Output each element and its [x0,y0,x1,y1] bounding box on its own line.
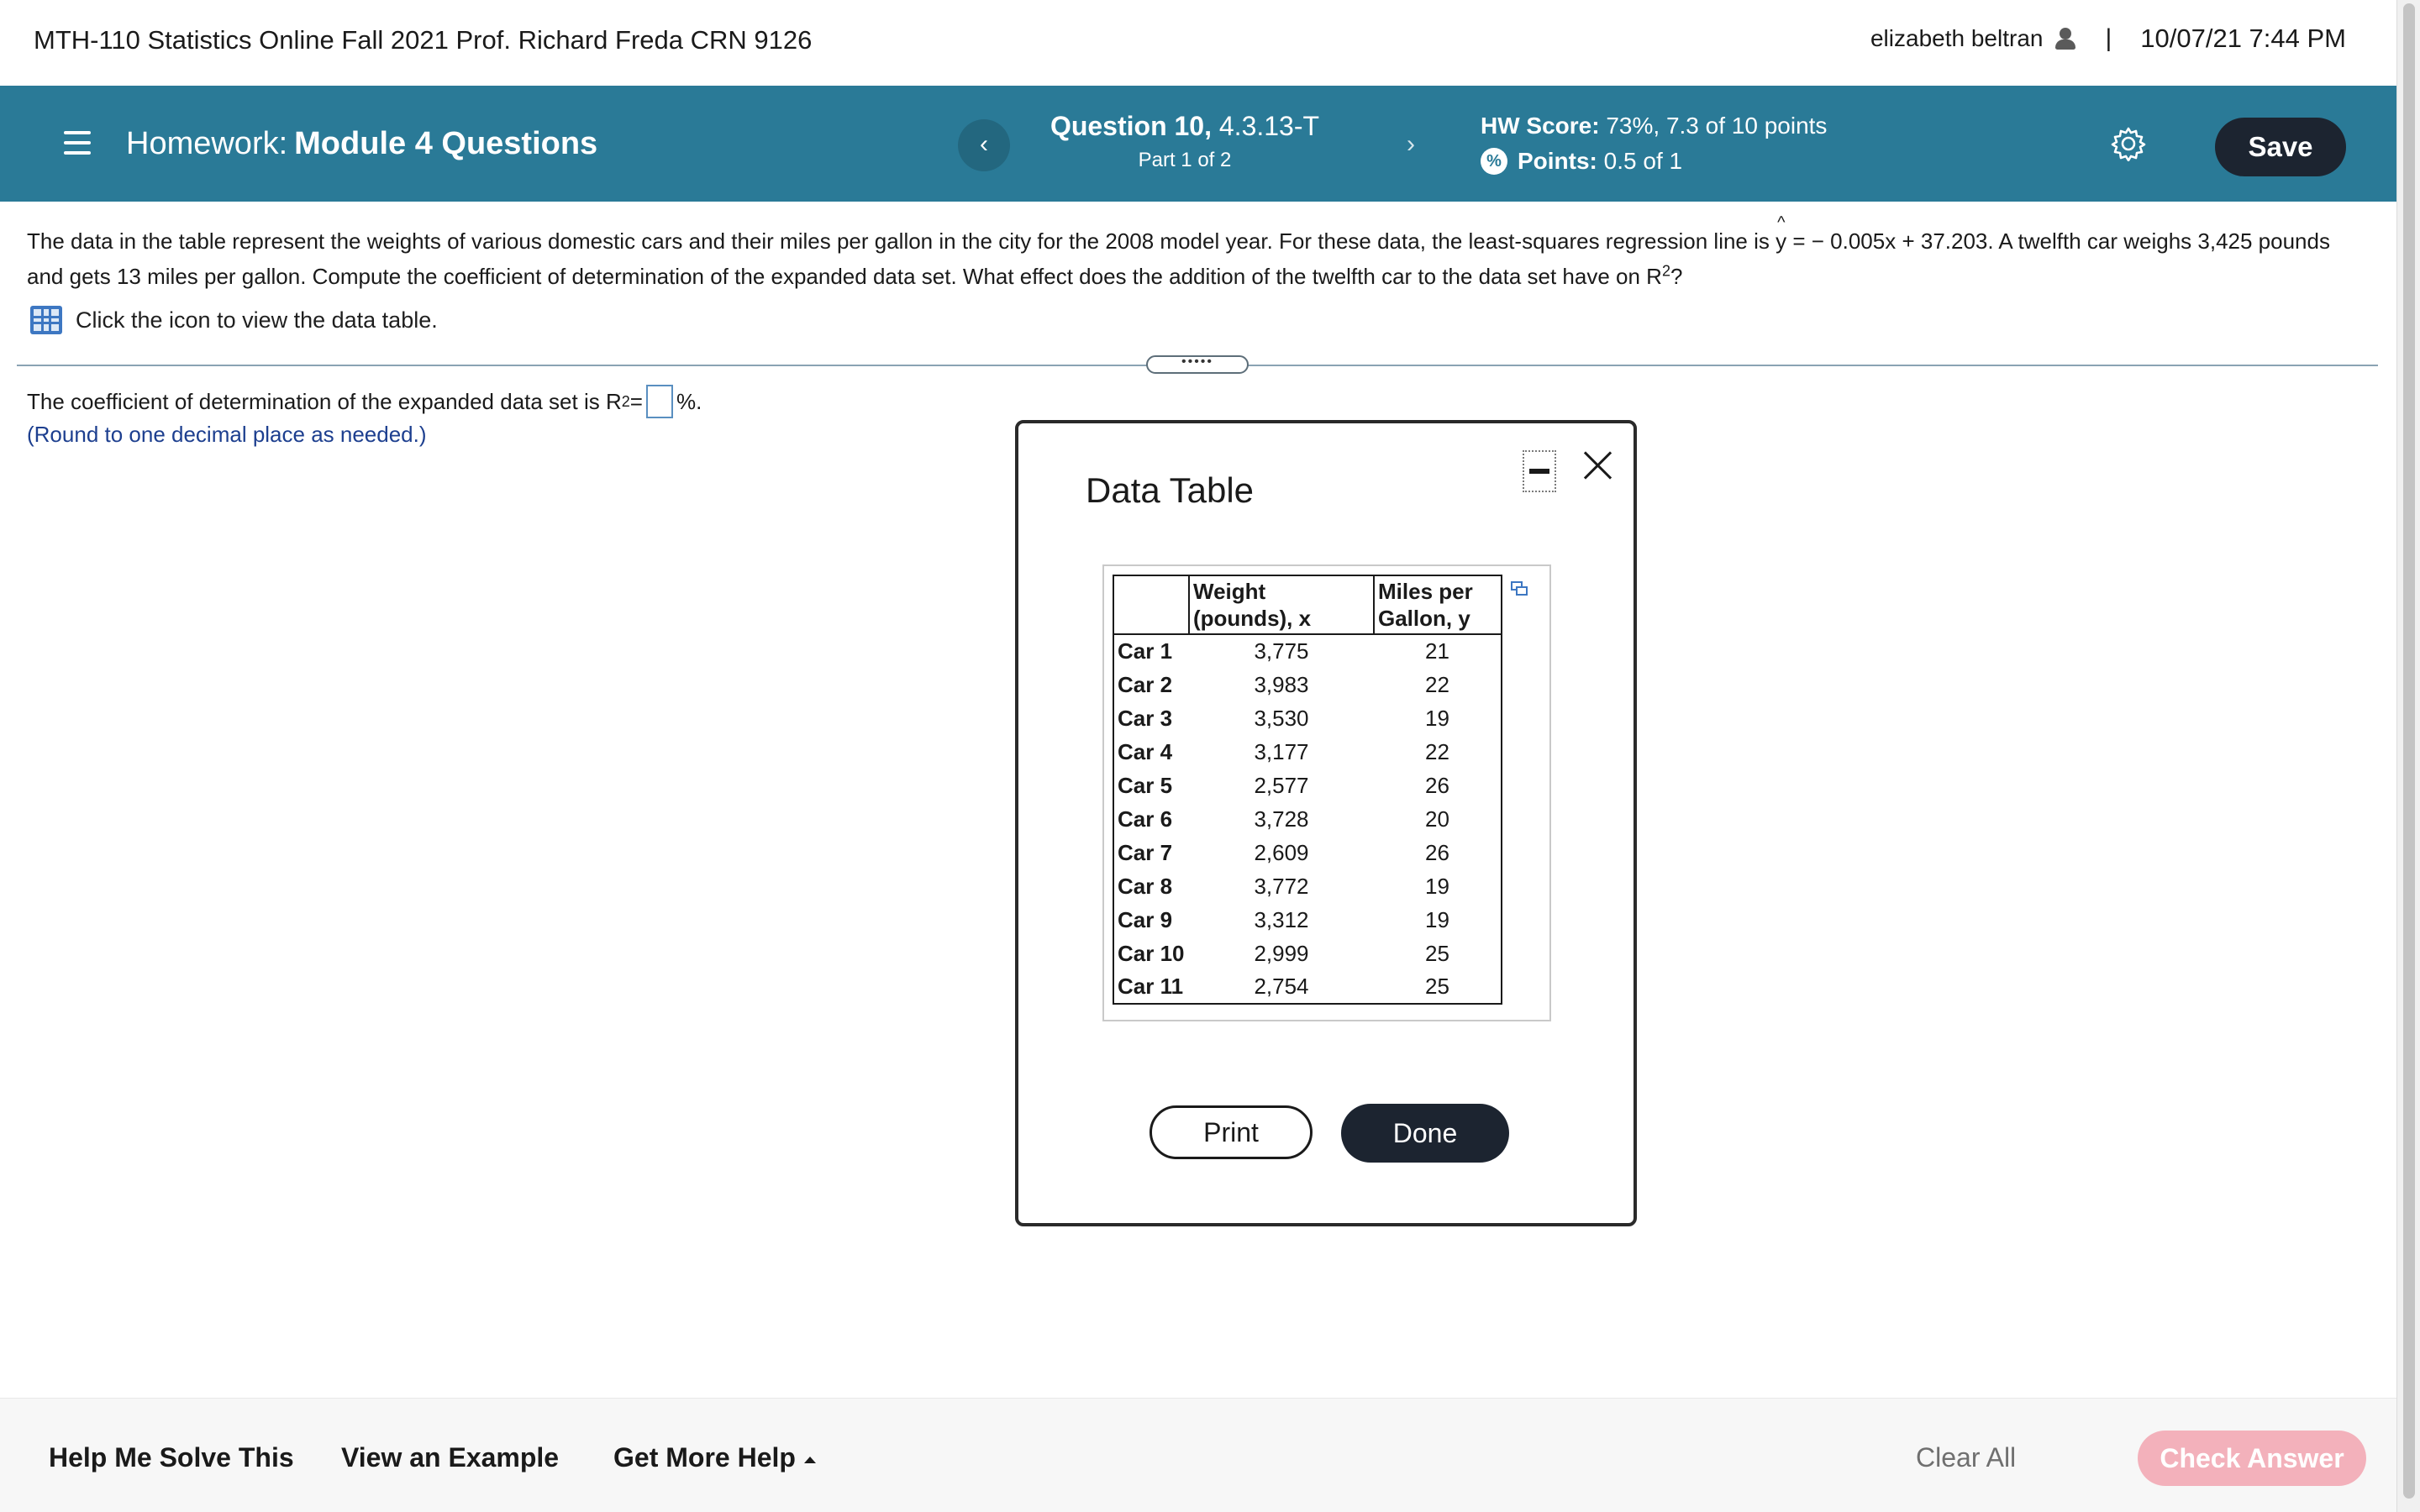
question-part: Part 1 of 2 [1138,149,1232,171]
scrollbar-thumb[interactable] [2403,3,2415,1499]
car-label: Car 11 [1118,974,1184,999]
car-label: Car 3 [1118,705,1173,731]
mpg-cell: 21 [1425,638,1449,664]
weight-cell: 3,728 [1254,806,1309,832]
table-row [1113,970,1502,1004]
table-header-blank [1113,575,1189,634]
data-table-body [1113,634,1502,1004]
regression-equation: = − 0.005x + 37.203. A twelfth car weighs 3,425 pounds [1786,228,2330,254]
question-text-end: ? [1670,264,1683,289]
footer-bar [0,1398,2396,1512]
table-header-row [1113,575,1502,634]
table-row [1113,668,1502,701]
answer-input[interactable] [646,385,673,418]
view-data-table-label: Click the icon to view the data table. [76,307,438,333]
points-value: 0.5 of 1 [1603,148,1683,174]
table-row [1113,869,1502,903]
homework-label: Homework: [126,126,288,161]
get-more-help-label: Get More Help [613,1442,796,1473]
table-row [1113,701,1502,735]
question-text [27,223,2363,294]
datetime: 10/07/21 7:44 PM [2140,24,2346,53]
table-icon[interactable] [30,306,62,334]
weight-cell: 3,530 [1254,705,1309,731]
hw-score-line [1481,113,1827,139]
question-line [1034,111,1336,142]
table-row [1113,735,1502,769]
mpg-cell: 19 [1425,873,1449,899]
car-label: Car 2 [1118,671,1173,697]
car-label: Car 9 [1118,906,1173,932]
weight-cell: 2,999 [1254,940,1309,966]
weight-cell: 3,772 [1254,873,1309,899]
car-label: Car 8 [1118,873,1173,899]
homework-header [0,86,2396,202]
menu-icon[interactable] [64,131,91,155]
mpg-cell: 22 [1425,738,1449,764]
weight-cell: 2,609 [1254,839,1309,865]
weight-cell: 3,775 [1254,638,1309,664]
points-icon: % [1481,148,1507,175]
divider-handle[interactable]: ••••• [1146,355,1249,374]
gear-icon[interactable] [2111,126,2146,161]
question-info [1034,111,1336,172]
table-row [1113,836,1502,869]
car-label: Car 7 [1118,839,1173,865]
mpg-cell: 22 [1425,671,1449,697]
view-example-button[interactable]: View an Example [341,1442,560,1473]
column-header-weight: Weight (pounds), x [1189,575,1374,634]
weight-cell: 2,754 [1254,974,1309,999]
answer-suffix: %. [676,388,702,414]
table-row [1113,937,1502,970]
clear-all-button[interactable]: Clear All [1916,1442,2017,1473]
answer-prefix: The coefficient of determination of the expanded data set is R [27,388,622,414]
data-table-frame [1102,564,1551,1021]
mpg-cell: 26 [1425,772,1449,798]
print-button[interactable]: Print [1150,1105,1313,1159]
question-text-part-1: The data in the table represent the weights of various domestic cars and their miles per gallon in the city for the 2008 model year. For these data, the least-squares regression line is [27,228,1776,254]
user-name[interactable]: elizabeth beltran [1870,25,2044,51]
view-data-table[interactable] [30,306,438,334]
data-table-dialog [1015,420,1637,1226]
previous-question-button[interactable]: ‹ [958,119,1010,171]
car-label: Car 5 [1118,772,1173,798]
done-button[interactable]: Done [1341,1104,1509,1163]
homework-name: Module 4 Questions [294,126,598,161]
caret-up-icon [804,1457,816,1463]
question-id: 4.3.13-T [1218,111,1320,141]
answer-line: The coefficient of determination of the expanded data set is R 2 = %. [27,385,702,418]
rounding-note: (Round to one decimal place as needed.) [27,422,427,447]
mpg-cell: 19 [1425,705,1449,731]
weight-cell: 3,312 [1254,906,1309,932]
help-me-solve-button[interactable]: Help Me Solve This [49,1442,294,1473]
weight-cell: 2,577 [1254,772,1309,798]
save-button[interactable]: Save [2215,118,2346,176]
homework-title [126,126,597,162]
dialog-title: Data Table [1086,470,1255,510]
copy-icon[interactable] [1511,581,1529,596]
hw-score-value: 73%, 7.3 of 10 points [1606,113,1828,139]
next-question-button[interactable]: › [1407,130,1415,158]
mpg-cell: 25 [1425,940,1449,966]
y-hat: ^ y [1776,223,1786,259]
mpg-cell: 20 [1425,806,1449,832]
course-title: MTH-110 Statistics Online Fall 2021 Prof. Richard Freda CRN 9126 [34,25,813,55]
top-bar [0,0,2396,86]
points-line [1481,148,1827,175]
column-header-mpg: Miles per Gallon, y [1374,575,1502,634]
page-scrollbar[interactable] [2396,0,2420,1512]
score-block [1481,113,1827,175]
car-label: Car 6 [1118,806,1173,832]
r-squared-exponent: 2 [1661,262,1670,280]
user-icon[interactable] [2054,28,2076,50]
close-icon[interactable] [1581,449,1615,482]
weight-cell: 3,983 [1254,671,1309,697]
table-row [1113,634,1502,668]
answer-equals: = [629,388,643,414]
car-label: Car 10 [1118,940,1185,966]
mpg-cell: 26 [1425,839,1449,865]
hw-score-label: HW Score: [1481,113,1600,139]
question-number: Question 10, [1050,111,1212,141]
mpg-cell: 25 [1425,974,1449,999]
table-row [1113,802,1502,836]
data-table [1113,575,1502,1005]
get-more-help-button[interactable] [613,1442,816,1473]
car-label: Car 4 [1118,738,1173,764]
mpg-cell: 19 [1425,906,1449,932]
user-area [1870,24,2346,54]
check-answer-button[interactable]: Check Answer [2138,1431,2366,1486]
weight-cell: 3,177 [1254,738,1309,764]
car-label: Car 1 [1118,638,1173,664]
table-row [1113,769,1502,802]
question-text-part-2: and gets 13 miles per gallon. Compute the coefficient of determination of the expanded data set. What effect does the addition of the twelfth car to the data set have on R [27,264,1662,289]
minimize-icon[interactable] [1523,450,1556,492]
points-label: Points: [1518,148,1597,174]
user-separator: | [2105,24,2112,52]
table-row [1113,903,1502,937]
